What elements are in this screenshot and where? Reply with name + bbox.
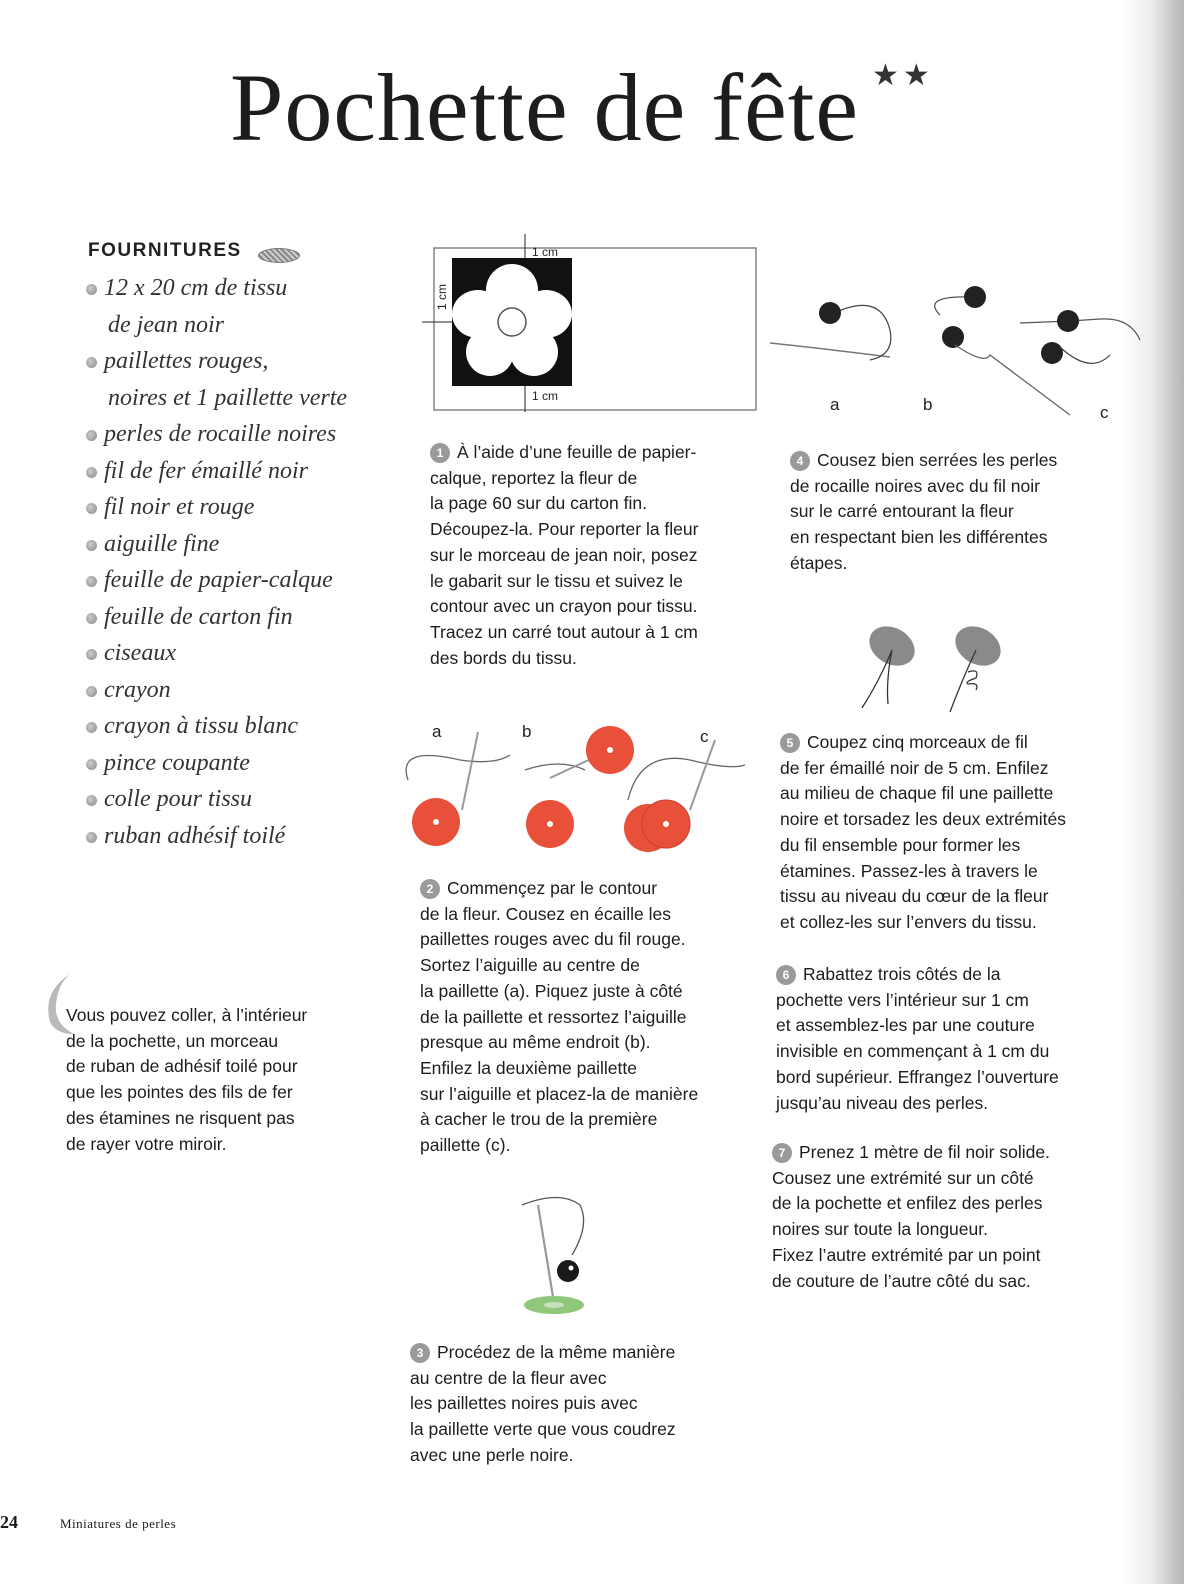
tip-line: de ruban de adhésif toilé pour — [66, 1056, 298, 1077]
step-line: et assemblez-les par une couture — [776, 1015, 1035, 1036]
fig4-label-c: c — [1100, 403, 1109, 422]
supply-item-line: aiguille fine — [104, 530, 220, 557]
figure-red-sequins — [400, 720, 760, 860]
supply-item-line: crayon — [104, 676, 171, 703]
step-line — [420, 876, 760, 902]
step-line: la paillette (a). Piquez juste à côté — [420, 980, 683, 1001]
supply-item-line: pince coupante — [104, 749, 250, 776]
step-number-badge: 2 — [420, 879, 440, 899]
step-line: en respectant bien les différentes — [790, 527, 1048, 548]
supplies-list — [86, 270, 406, 854]
figure-beads-steps — [770, 285, 1160, 415]
supply-item — [86, 818, 406, 855]
step-line: la paillette verte que vous coudrez — [410, 1419, 676, 1440]
step-number-badge: 5 — [780, 733, 800, 753]
step-number-badge: 1 — [430, 443, 450, 463]
supply-item — [86, 708, 406, 745]
sequin-icon — [258, 248, 300, 263]
step-line: étamines. Passez-les à travers le — [780, 860, 1038, 881]
step-line: la page 60 sur du carton fin. — [430, 493, 647, 514]
step-line-text: Rabattez trois côtés de la — [803, 964, 1001, 984]
step-line — [772, 1140, 1117, 1166]
fig4-label-a: a — [830, 395, 840, 414]
step-line: de la fleur. Cousez en écaille les — [420, 903, 671, 924]
step-line: et collez-les sur l’envers du tissu. — [780, 911, 1037, 932]
step-number-badge: 4 — [790, 451, 810, 471]
step-line: le gabarit sur le tissu et suivez le — [430, 570, 683, 591]
supply-item — [86, 745, 406, 782]
step-line — [776, 962, 1116, 988]
supply-item — [86, 343, 406, 416]
step-line: Sortez l’aiguille au centre de — [420, 955, 640, 976]
step-line: étapes. — [790, 552, 848, 573]
dim-left-label: 1 cm — [435, 283, 449, 310]
step-line: presque au même endroit (b). — [420, 1032, 651, 1053]
step-line: avec une perle noire. — [410, 1444, 574, 1465]
supply-item — [86, 526, 406, 563]
step-line: noires sur toute la longueur. — [772, 1219, 988, 1240]
step-line: Tracez un carré tout autour à 1 cm — [430, 621, 698, 642]
step-line: noire et torsadez les deux extrémités — [780, 809, 1066, 830]
supply-item-line: fil de fer émaillé noir — [104, 457, 308, 484]
difficulty-stars: ★★ — [872, 59, 934, 92]
supply-item-line: feuille de papier-calque — [104, 567, 333, 593]
supply-item-line: ciseaux — [104, 640, 176, 666]
supply-item-line: ruban adhésif toilé — [104, 822, 286, 849]
supplies-heading: FOURNITURES — [88, 240, 242, 261]
figure-green-sequin-bead — [510, 1195, 620, 1325]
supply-item — [86, 453, 406, 490]
step-line-text: Coupez cinq morceaux de fil — [807, 732, 1028, 752]
supply-item — [86, 489, 406, 526]
supply-item-line: 12 x 20 cm de tissu — [104, 275, 288, 301]
book-title: Miniatures de perles — [60, 1516, 177, 1531]
step-line: de la pochette et enfilez des perles — [772, 1193, 1043, 1214]
step-line: contour avec un crayon pour tissu. — [430, 596, 698, 617]
supply-item — [86, 270, 406, 343]
supply-item — [86, 672, 406, 709]
step-line — [790, 448, 1130, 474]
tip-line: de rayer votre miroir. — [66, 1133, 227, 1154]
supply-item-line: de jean noir — [108, 311, 224, 338]
step-5-text — [780, 730, 1125, 936]
step-2-text — [420, 876, 760, 1159]
page-gutter-shadow — [1124, 0, 1184, 1584]
supply-item-line: noires et 1 paillette verte — [108, 384, 348, 411]
step-line: au centre de la fleur avec — [410, 1367, 607, 1388]
supply-item — [86, 781, 406, 818]
supply-item — [86, 635, 406, 672]
step-line: sur l’aiguille et placez-la de manière — [420, 1083, 699, 1104]
step-number-badge: 7 — [772, 1143, 792, 1163]
step-4-text — [790, 448, 1130, 577]
fig4-label-b: b — [923, 395, 933, 414]
step-line-text: Prenez 1 mètre de fil noir solide. — [799, 1142, 1050, 1162]
tip-line: que les pointes des fils de fer — [66, 1082, 293, 1103]
supply-item — [86, 416, 406, 453]
supply-item — [86, 599, 406, 636]
step-line: tissu au niveau du cœur de la fleur — [780, 886, 1049, 907]
step-line-text: Procédez de la même manière — [437, 1342, 676, 1362]
step-line — [780, 730, 1125, 756]
step-line: Découpez-la. Pour reporter la fleur — [430, 519, 699, 540]
step-line: sur le morceau de jean noir, posez — [430, 544, 698, 565]
dim-bottom-label: 1 cm — [532, 389, 559, 403]
supply-item-line: perles de rocaille noires — [104, 421, 337, 447]
step-line — [410, 1340, 750, 1366]
step-line: calque, reportez la fleur de — [430, 467, 638, 488]
step-line-text: Commençez par le contour — [447, 878, 658, 898]
figure-flower-template — [420, 234, 765, 414]
step-line — [430, 440, 760, 466]
step-3-text — [410, 1340, 750, 1469]
supply-item-line: fil noir et rouge — [104, 494, 255, 520]
step-line: de fer émaillé noir de 5 cm. Enfilez — [780, 757, 1049, 778]
step-line: paillettes rouges avec du fil rouge. — [420, 929, 686, 950]
fig2-label-c: c — [700, 727, 709, 746]
step-line: les paillettes noires puis avec — [410, 1393, 638, 1414]
step-line: au milieu de chaque fil une paillette — [780, 783, 1054, 804]
supply-item — [86, 562, 406, 599]
step-line: de rocaille noires avec du fil noir — [790, 475, 1040, 496]
step-line: pochette vers l’intérieur sur 1 cm — [776, 989, 1029, 1010]
step-1-text — [430, 440, 760, 671]
supply-item-line: colle pour tissu — [104, 786, 252, 812]
tip-text — [66, 1003, 376, 1157]
step-line: à cacher le trou de la première — [420, 1109, 658, 1130]
tip-line: de la pochette, un morceau — [66, 1030, 279, 1051]
step-line: de couture de l’autre côté du sac. — [772, 1270, 1031, 1291]
step-line: Enfilez la deuxième paillette — [420, 1057, 637, 1078]
supply-item-line: feuille de carton fin — [104, 603, 293, 630]
tip-line: des étamines ne risquent pas — [66, 1107, 295, 1128]
step-line-text: À l’aide d’une feuille de papier- — [457, 442, 697, 462]
step-line-text: Cousez bien serrées les perles — [817, 450, 1058, 470]
step-line: Fixez l’autre extrémité par un point — [772, 1244, 1041, 1265]
tip-line: Vous pouvez coller, à l’intérieur — [66, 1005, 308, 1025]
step-line: paillette (c). — [420, 1135, 511, 1156]
step-line: sur le carré entourant la fleur — [790, 501, 1014, 522]
page-number: 24 — [0, 1512, 18, 1532]
dim-top-label: 1 cm — [532, 245, 559, 259]
step-line: des bords du tissu. — [430, 647, 577, 668]
step-line: invisible en commençant à 1 cm du — [776, 1041, 1050, 1062]
figure-stamens — [850, 620, 1020, 720]
step-7-text — [772, 1140, 1117, 1294]
supply-item-line: paillettes rouges, — [104, 348, 269, 374]
step-line: bord supérieur. Effrangez l’ouverture — [776, 1066, 1059, 1087]
step-line: de la paillette et ressortez l’aiguille — [420, 1006, 687, 1027]
fig2-label-b: b — [522, 722, 532, 741]
step-line: Cousez une extrémité sur un côté — [772, 1167, 1034, 1188]
step-line: du fil ensemble pour former les — [780, 834, 1021, 855]
step-number-badge: 3 — [410, 1343, 430, 1363]
step-line: jusqu’au niveau des perles. — [776, 1092, 989, 1113]
step-number-badge: 6 — [776, 965, 796, 985]
step-6-text — [776, 962, 1116, 1116]
supply-item-line: crayon à tissu blanc — [104, 713, 298, 739]
page-title: Pochette de fête — [230, 54, 860, 161]
fig2-label-a: a — [432, 722, 442, 741]
